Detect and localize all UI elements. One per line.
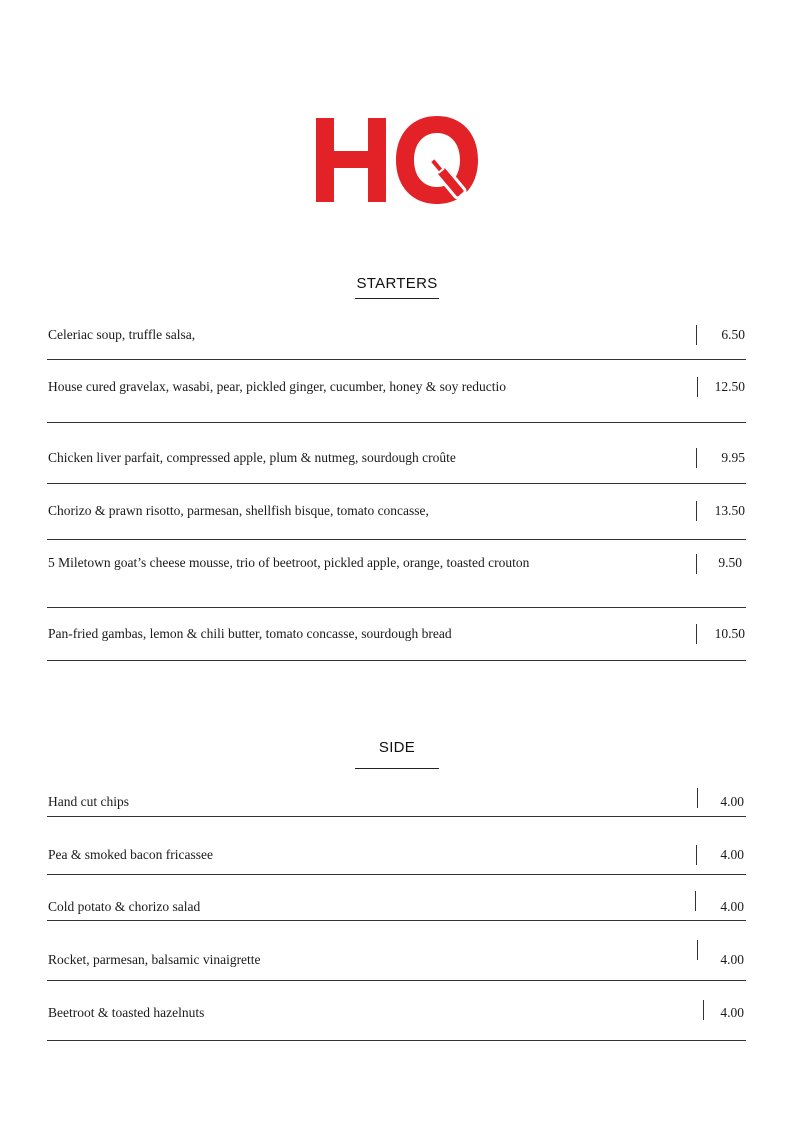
starters-underline <box>355 298 439 299</box>
starters-heading: STARTERS <box>356 275 438 292</box>
menu-item-name: House cured gravelax, wasabi, pear, pickled ginger, cucumber, honey & soy reductio <box>48 379 506 394</box>
menu-item-name: Cold potato & chorizo salad <box>48 899 201 914</box>
row-divider <box>47 1040 746 1041</box>
menu-item-name: Pea & smoked bacon fricassee <box>48 847 213 862</box>
price-divider <box>696 624 697 644</box>
price-divider <box>696 501 697 521</box>
row-divider <box>47 422 746 423</box>
menu-item-name: Chorizo & prawn risotto, parmesan, shellfish bisque, tomato concasse, <box>48 503 429 518</box>
side-underline <box>355 768 439 769</box>
price-divider <box>697 940 698 960</box>
menu-item-price: 9.95 <box>721 450 745 465</box>
row-divider <box>47 874 746 875</box>
price-divider <box>697 377 698 397</box>
menu-item-price: 12.50 <box>714 379 745 394</box>
row-divider <box>47 359 746 360</box>
menu-item-name: Pan-fried gambas, lemon & chili butter, tomato concasse, sourdough bread <box>48 626 452 641</box>
row-divider <box>47 920 746 921</box>
menu-item-price: 4.00 <box>720 952 744 967</box>
menu-item-name: Beetroot & toasted hazelnuts <box>48 1005 205 1020</box>
price-divider <box>696 325 697 345</box>
menu-item-price: 6.50 <box>721 327 745 342</box>
price-divider <box>695 891 696 911</box>
menu-item-price: 9.50 <box>718 555 742 570</box>
menu-item-price: 4.00 <box>720 794 744 809</box>
menu-item-price: 4.00 <box>720 1005 744 1020</box>
menu-item-name: Chicken liver parfait, compressed apple, plum & nutmeg, sourdough croûte <box>48 450 456 465</box>
menu-item-price: 10.50 <box>714 626 745 641</box>
menu-item-price: 13.50 <box>714 503 745 518</box>
hq-logo <box>312 112 482 208</box>
row-divider <box>47 607 746 608</box>
menu-item-name: Hand cut chips <box>48 794 129 809</box>
menu-item-name: Rocket, parmesan, balsamic vinaigrette <box>48 952 261 967</box>
row-divider <box>47 660 746 661</box>
menu-item-name: Celeriac soup, truffle salsa, <box>48 327 196 342</box>
row-divider <box>47 483 746 484</box>
price-divider <box>703 1000 704 1020</box>
side-heading: SIDE <box>378 739 416 756</box>
price-divider <box>697 788 698 808</box>
menu-item-name: 5 Miletown goat’s cheese mousse, trio of beetroot, pickled apple, orange, toasted crouton <box>48 555 530 570</box>
row-divider <box>47 816 746 817</box>
row-divider <box>47 539 746 540</box>
menu-item-price: 4.00 <box>720 899 744 914</box>
price-divider <box>696 448 697 468</box>
price-divider <box>696 845 697 865</box>
price-divider <box>696 554 697 574</box>
menu-item-price: 4.00 <box>720 847 744 862</box>
row-divider <box>47 980 746 981</box>
